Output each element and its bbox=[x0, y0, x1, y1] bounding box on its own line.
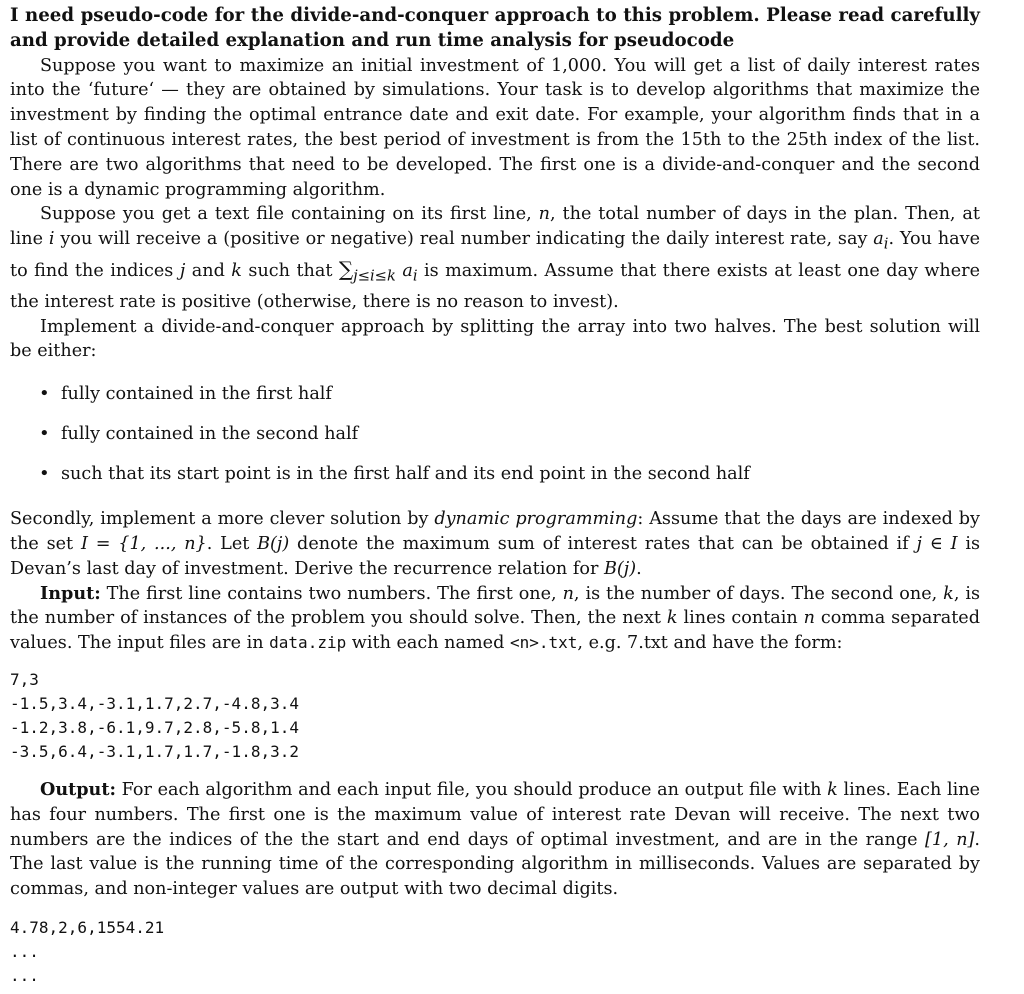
output-label: Output: bbox=[40, 778, 116, 800]
list-item: • fully contained in the first half bbox=[10, 382, 980, 406]
input-label: Input: bbox=[40, 582, 101, 604]
paragraph-output: Output: For each algorithm and each input file, you should produce an output file with k lines. Each line has four numbers. The first one is the maximum value of interest rate Devan will receive. The next two numbers are the indices of the the start and end days of optimal investment, and are in the range [1, n]. The last value is the running time of the corresponding algorithm in milliseconds. Values are separated by commas, and non-integer values are output with two decimal digits. bbox=[10, 778, 980, 900]
filename-pattern-code: <n>.txt bbox=[509, 633, 578, 653]
example-input-code bbox=[10, 668, 980, 764]
list-item: • fully contained in the second half bbox=[10, 422, 980, 446]
question-heading: I need pseudo-code for the divide-and-conquer approach to this problem. Please read carefully and provide detailed explanation and run time analysis for pseudocode bbox=[10, 5, 980, 51]
example-output-code bbox=[10, 916, 980, 988]
paragraph-divide-conquer: Implement a divide-and-conquer approach by splitting the array into two halves. The best solution will be either: bbox=[10, 316, 980, 362]
code-line: ... bbox=[10, 941, 39, 961]
paragraph-input: Input: The first line contains two numbers. The first one, n, is the number of days. The second one, k, is the number of instances of the problem you should solve. Then, the next k lines contain n comma separated values. The input files are in data.zip with each named <n>.txt, e.g. 7.txt and have the form: bbox=[10, 582, 980, 654]
code-line: ... bbox=[10, 965, 39, 985]
paragraph-intro: Suppose you want to maximize an initial investment of 1,000. You will get a list of daily interest rates into the ‘future‘ — they are obtained by simulations. Your task is to develop algorithms that maximize the investment by finding the optimal entrance date and exit date. For example, your algorithm finds that in a list of continuous interest rates, the best period of investment is from the 15th to the 25th index of the list. There are two algorithms that need to be developed. The first one is a divide-and-conquer and the second one is a dynamic programming algorithm. bbox=[10, 55, 980, 200]
code-line: 7,3 bbox=[10, 669, 39, 689]
code-line: -1.2,3.8,-6.1,9.7,2.8,-5.8,1.4 bbox=[10, 717, 299, 737]
filename-code: data.zip bbox=[269, 633, 347, 653]
cases-list bbox=[10, 382, 980, 486]
code-line: -3.5,6.4,-3.1,1.7,1.7,-1.8,3.2 bbox=[10, 741, 299, 761]
code-line: 4.78,2,6,1554.21 bbox=[10, 917, 165, 937]
paragraph-problem: Suppose you get a text file containing on its first line, n, the total number of days in the plan. Then, at line i you will receive a (positive or negative) real number indicating the daily interest rate, say $a_i$. You have to find the indices j and k such that $\sum_{j\le i\le k}$ $a_i$ is maximum. Assume that there exists at least one day where the interest rate is positive (otherwise, there is no reason to invest). bbox=[10, 204, 980, 312]
list-item: • such that its start point is in the first half and its end point in the second half bbox=[10, 462, 980, 486]
code-line: -1.5,3.4,-3.1,1.7,2.7,-4.8,3.4 bbox=[10, 693, 299, 713]
paragraph-dynamic-programming: Secondly, implement a more clever solution by dynamic programming: Assume that the days are indexed by the set I = {1, ..., n}. Let B(j) denote the maximum sum of interest rates that can be obtained if j ∈ I is Devan’s last day of investment. Derive the recurrence relation for B(j). bbox=[10, 509, 980, 579]
summation-symbol: ∑ bbox=[338, 257, 354, 282]
